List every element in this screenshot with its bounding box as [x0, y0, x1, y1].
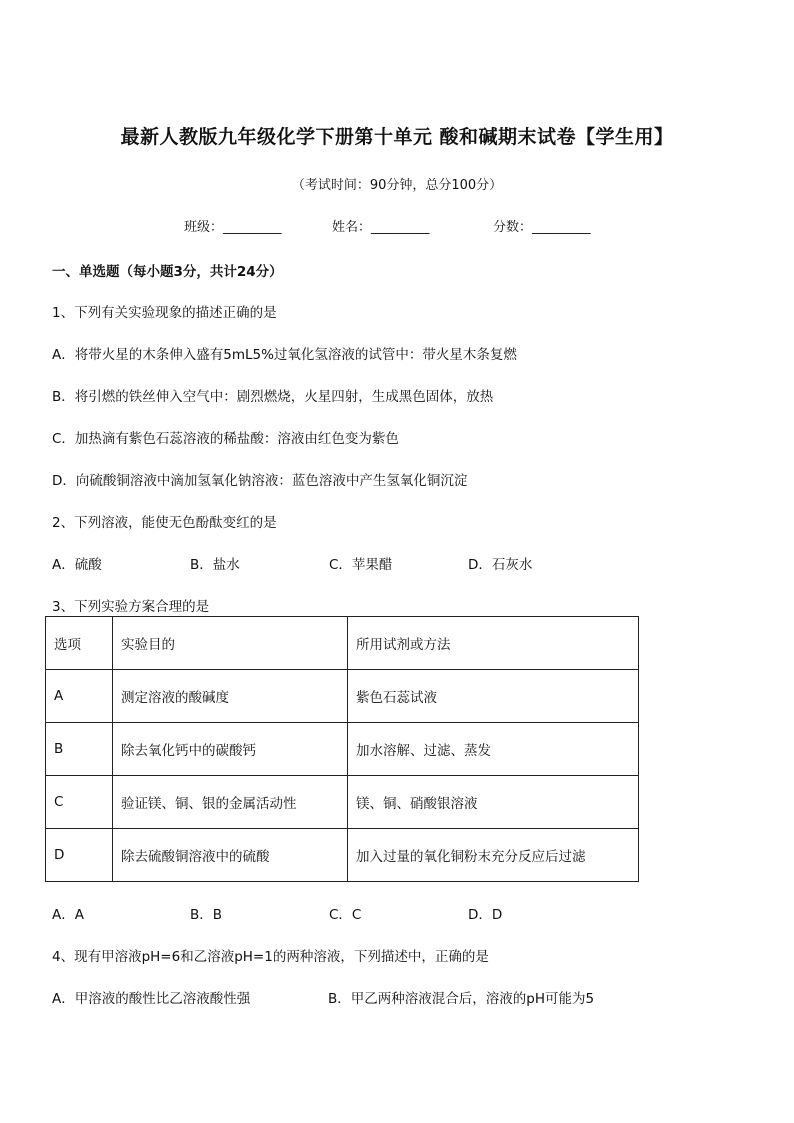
- question-3-stem: 3、下列实验方案合理的是: [52, 599, 210, 615]
- experiment-plan-table: [45, 616, 639, 882]
- table-header-cell: 实验目的: [113, 617, 348, 670]
- question-2-option-d: D．石灰水: [468, 557, 533, 573]
- table-cell: 紫色石蕊试液: [348, 670, 639, 723]
- table-header-cell: 选项: [46, 617, 113, 670]
- question-1-option-d: D．向硫酸铜溶液中滴加氢氧化钠溶液：蓝色溶液中产生氢氧化铜沉淀: [52, 473, 468, 489]
- question-2-option-c: C．苹果醋: [329, 557, 393, 573]
- question-3-option-a: A．A: [52, 907, 84, 923]
- question-3-option-b: B．B: [190, 907, 223, 923]
- question-1-option-b: B．将引燃的铁丝伸入空气中：剧烈燃烧，火星四射，生成黑色固体，放热: [52, 389, 494, 405]
- table-row: [46, 776, 639, 829]
- name-field: 姓名：_________: [332, 220, 430, 235]
- table-header-cell: 所用试剂或方法: [348, 617, 639, 670]
- question-4-stem: 4、现有甲溶液pH=6和乙溶液pH=1的两种溶液，下列描述中，正确的是: [52, 949, 489, 965]
- question-4-option-a: A．甲溶液的酸性比乙溶液酸性强: [52, 991, 251, 1007]
- table-cell: B: [46, 723, 113, 776]
- exam-duration-note: （考试时间：90分钟，总分100分）: [291, 178, 503, 193]
- table-cell: C: [46, 776, 113, 829]
- table-cell: D: [46, 829, 113, 882]
- table-cell: 除去氧化钙中的碳酸钙: [113, 723, 348, 776]
- question-2-option-a: A．硫酸: [52, 557, 102, 573]
- table-cell: 加水溶解、过滤、蒸发: [348, 723, 639, 776]
- section-heading: 一、单选题（每小题3分，共计24分）: [52, 264, 283, 280]
- table-row: [46, 829, 639, 882]
- table-header-row: [46, 617, 639, 670]
- question-1-option-a: A．将带火星的木条伸入盛有5mL5%过氧化氢溶液的试管中：带火星木条复燃: [52, 347, 517, 363]
- question-2-option-b: B．盐水: [190, 557, 240, 573]
- score-field: 分数：_________: [493, 220, 591, 235]
- table-cell: 加入过量的氧化铜粉末充分反应后过滤: [348, 829, 639, 882]
- question-1-option-c: C．加热滴有紫色石蕊溶液的稀盐酸：溶液由红色变为紫色: [52, 431, 399, 447]
- question-2-stem: 2、下列溶液，能使无色酚酞变红的是: [52, 515, 277, 531]
- page-title: 最新人教版九年级化学下册第十单元 酸和碱期末试卷【学生用】: [120, 126, 674, 148]
- table-row: [46, 670, 639, 723]
- question-3-option-c: C．C: [329, 907, 362, 923]
- class-field: 班级：_________: [184, 220, 282, 235]
- table-cell: 镁、铜、硝酸银溶液: [348, 776, 639, 829]
- question-1-stem: 1、下列有关实验现象的描述正确的是: [52, 305, 277, 321]
- table-cell: 测定溶液的酸碱度: [113, 670, 348, 723]
- question-4-option-b: B．甲乙两种溶液混合后，溶液的pH可能为5: [328, 991, 595, 1007]
- table-row: [46, 723, 639, 776]
- table-cell: 验证镁、铜、银的金属活动性: [113, 776, 348, 829]
- table-cell: 除去硫酸铜溶液中的硫酸: [113, 829, 348, 882]
- question-3-option-d: D．D: [468, 907, 503, 923]
- table-cell: A: [46, 670, 113, 723]
